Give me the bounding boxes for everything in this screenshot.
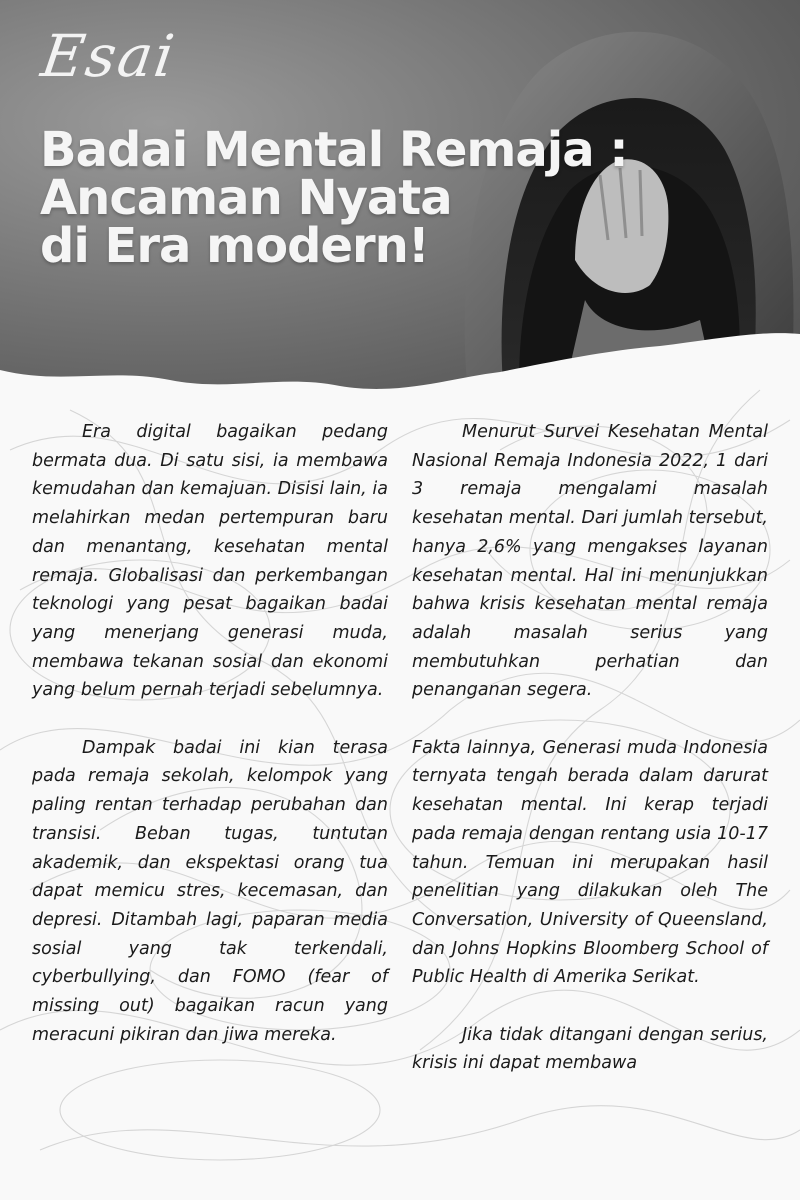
title-line-1: Badai Mental Remaja : bbox=[40, 122, 628, 178]
title-line-3: di Era modern! bbox=[40, 218, 429, 274]
paragraph-1: Era digital bagaikan pedang bermata dua. Di satu sisi, ia membawa kemudahan dan kemajuan. Disisi lain, ia melahirkan medan pertempuran baru dan menantang, kesehatan mental remaja. Globalisasi dan perkembangan teknologi yang pesat bagaikan badai yang menerjang generasi muda, membawa tekanan sosial dan ekonomi yang belum pernah terjadi sebelumnya. bbox=[32, 422, 388, 701]
article-title bbox=[40, 122, 628, 274]
paragraph-5: Jika tidak ditangani dengan serius, krisis ini dapat membawa bbox=[412, 1024, 768, 1074]
right-column bbox=[412, 418, 768, 1107]
left-column bbox=[32, 418, 388, 1078]
paragraph-2: Dampak badai ini kian terasa pada remaja sekolah, kelompok yang paling rentan terhadap perubahan dan transisi. Beban tugas, tuntutan akademik, dan ekspektasi orang tua dapat memicu stres, kecemasan, dan depresi. Ditambah lagi, paparan media sosial yang tak terkendali, cyberbullying, dan FOMO (fear of missing out) bagaikan racun yang meracuni pikiran dan jiwa mereka. bbox=[32, 737, 388, 1045]
title-line-2: Ancaman Nyata bbox=[40, 170, 452, 226]
paragraph-3: Menurut Survei Kesehatan Mental Nasional Remaja Indonesia 2022, 1 dari 3 remaja mengalami masalah kesehatan mental. Dari jumlah tersebut, hanya 2,6% yang mengakses layanan kesehatan mental. Hal ini menunjukkan bahwa krisis kesehatan mental remaja adalah masalah serius yang membutuhkan perhatian dan penanganan segera. bbox=[412, 422, 768, 701]
essay-kicker: Esai bbox=[37, 22, 181, 90]
paragraph-4: Fakta lainnya, Generasi muda Indonesia ternyata tengah berada dalam darurat kesehatan mental. Ini kerap terjadi pada remaja dengan rentang usia 10-17 tahun. Temuan ini merupakan hasil penelitian yang dilakukan oleh The Conversation, University of Queensland, dan Johns Hopkins Bloomberg School of Public Health di Amerika Serikat. bbox=[412, 737, 768, 988]
